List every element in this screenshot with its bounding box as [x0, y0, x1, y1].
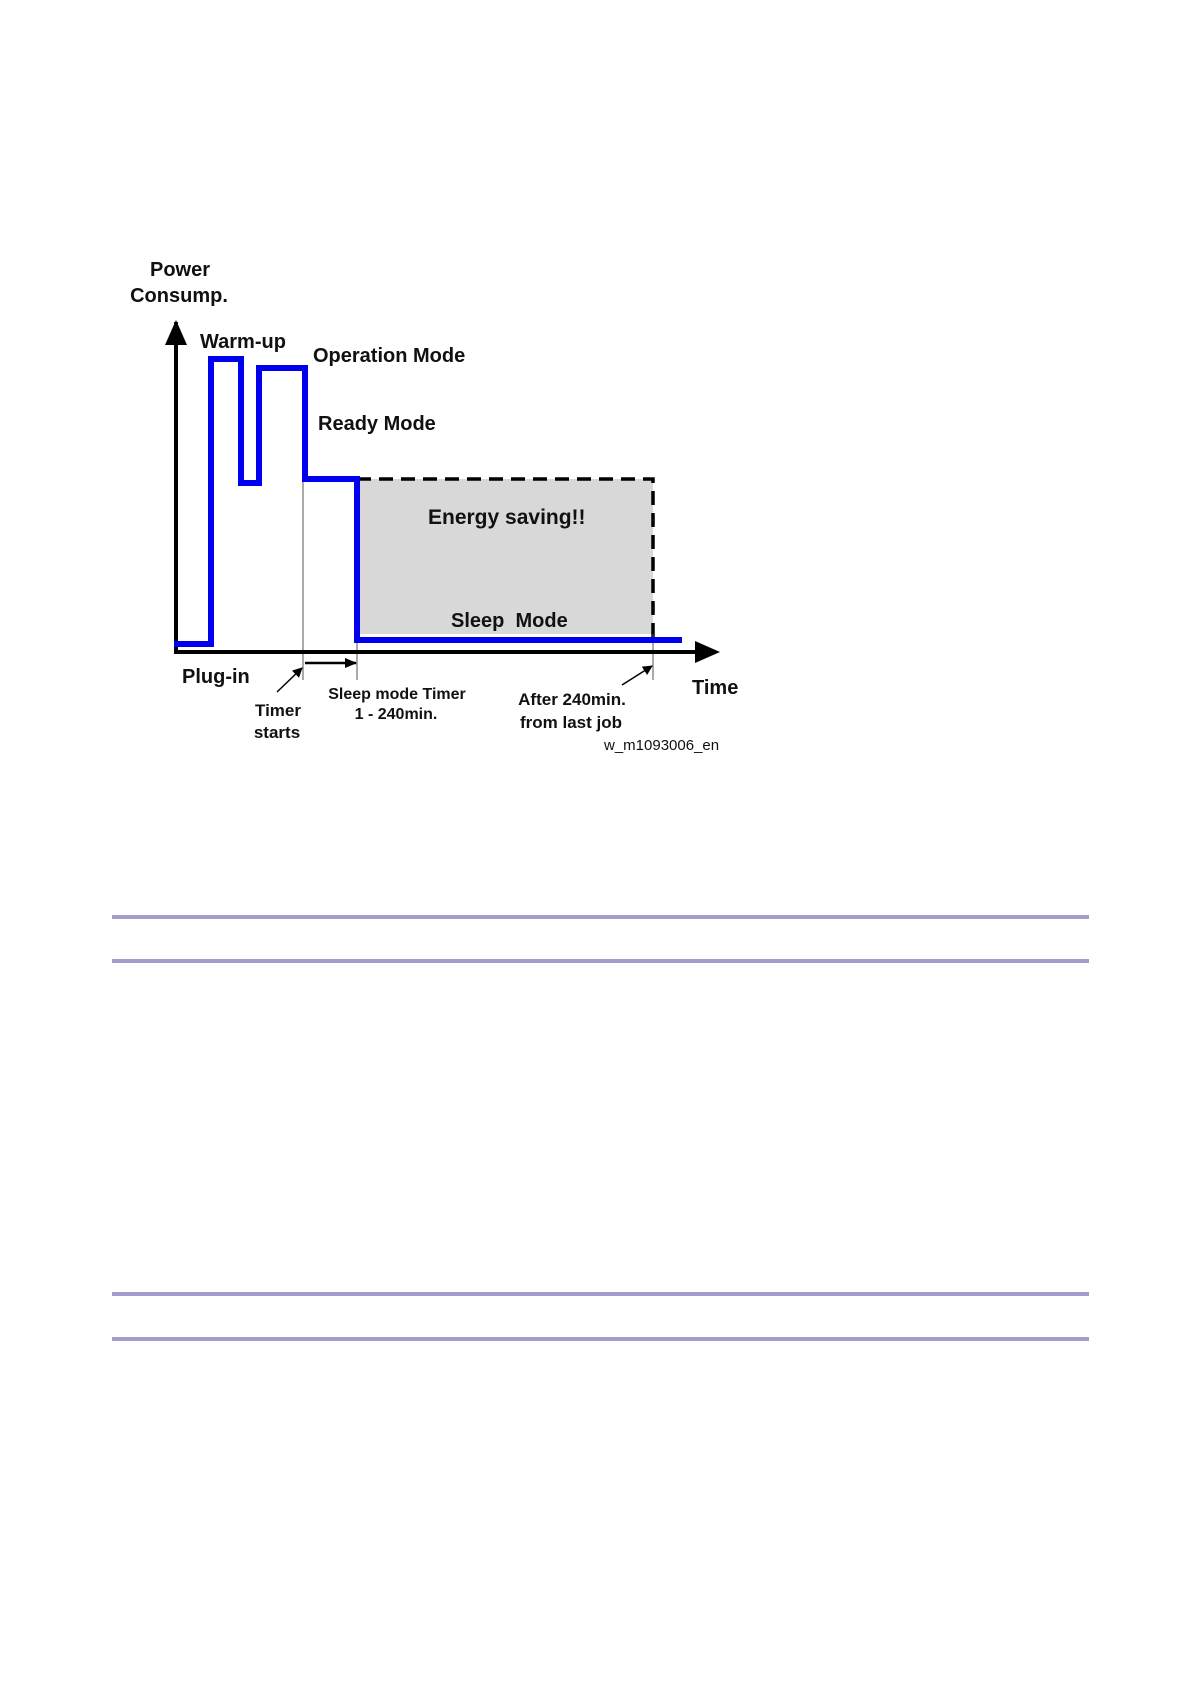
section-divider-3 — [112, 1292, 1089, 1296]
y-axis-label-line1: Power — [149, 259, 211, 281]
section-divider-2 — [112, 959, 1089, 963]
figure-id-label: w_m1093006_en — [604, 737, 720, 754]
after-240-line2: from last job — [519, 713, 623, 732]
x-axis-label: Time — [692, 677, 739, 699]
x-axis-arrowhead — [695, 641, 720, 663]
ready-mode-label: Ready Mode — [318, 413, 436, 435]
after-240-pointer — [622, 666, 652, 685]
section-divider-4 — [112, 1337, 1089, 1341]
power-consumption-diagram — [0, 0, 1191, 800]
plug-in-label: Plug-in — [182, 666, 250, 688]
sleep-timer-line1: Sleep mode Timer — [328, 686, 466, 703]
sleep-mode-label: Sleep Mode — [451, 610, 568, 632]
y-axis-arrowhead — [165, 320, 187, 345]
timer-starts-line1: Timer — [255, 701, 301, 720]
timer-starts-line2: starts — [253, 723, 301, 742]
after-240-line1: After 240min. — [518, 690, 626, 709]
operation-mode-label: Operation Mode — [313, 345, 466, 367]
section-divider-1 — [112, 915, 1089, 919]
timer-starts-pointer — [277, 668, 302, 692]
energy-saving-label: Energy saving!! — [428, 506, 586, 529]
sleep-timer-line2: 1 - 240min. — [354, 706, 438, 723]
y-axis-label-line2: Consump. — [130, 285, 228, 307]
warmup-label: Warm-up — [200, 331, 286, 353]
